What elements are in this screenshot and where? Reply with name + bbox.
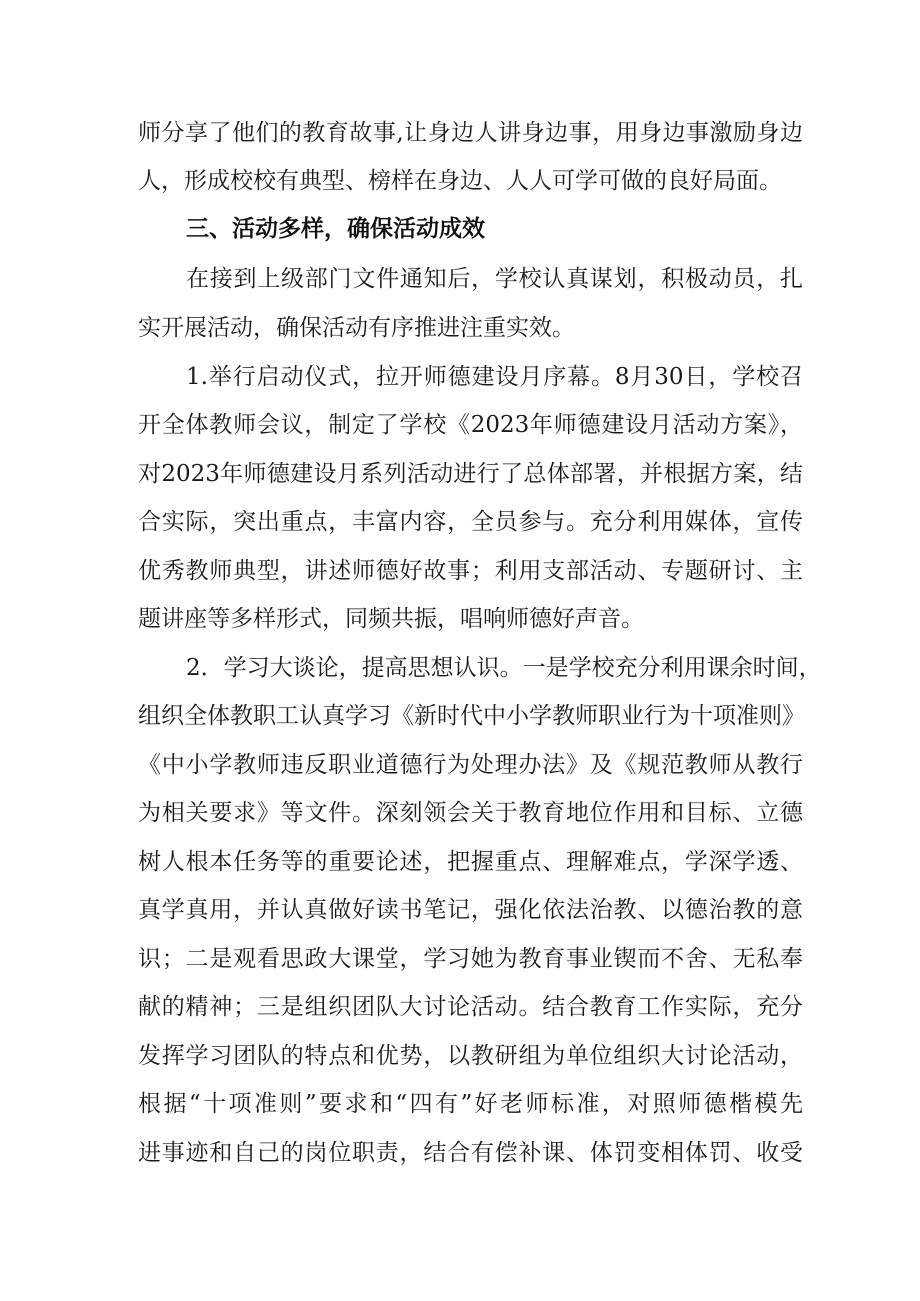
paragraph-4-line-10: 根据“十项准则”要求和“四有”好老师标准，对照师德楷模先 [138,1091,803,1117]
section-heading: 三、活动多样，确保活动成效 [186,216,485,242]
paragraph-3-line-1: 1.举行启动仪式，拉开师德建设月序幕。8月30日，学校召 [186,364,803,390]
paragraph-4-line-2: 组织全体教职工认真学习《新时代中小学教师职业行为十项准则》 [138,703,805,729]
paragraph-4-line-1: 2．学习大谈论，提高思想认识。一是学校充分利用课余时间， [186,655,822,681]
paragraph-4-line-4: 为相关要求》等文件。深刻领会关于教育地位作用和目标、立德 [138,800,803,826]
paragraph-4-line-3: 《中小学教师违反职业道德行为处理办法》及《规范教师从教行 [138,752,803,778]
paragraph-1-line-1: 师分享了他们的教育故事,让身边人讲身边事，用身边事激励身边 [138,120,803,146]
paragraph-4-line-5: 树人根本任务等的重要论述，把握重点、理解难点，学深学透、 [138,849,803,875]
paragraph-4-line-9: 发挥学习团队的特点和优势，以教研组为单位组织大讨论活动， [138,1043,803,1069]
paragraph-4-line-6: 真学真用，并认真做好读书笔记，强化依法治教、以德治教的意 [138,897,803,923]
paragraph-4-line-8: 献的精神；三是组织团队大讨论活动。结合教育工作实际，充分 [138,994,803,1020]
paragraph-3-line-4: 合实际，突出重点，丰富内容，全员参与。充分利用媒体，宣传 [138,509,803,535]
paragraph-3-line-5: 优秀教师典型，讲述师德好故事；利用支部活动、专题研讨、主 [138,558,803,584]
paragraph-3-line-6: 题讲座等多样形式，同频共振，唱响师德好声音。 [138,606,644,632]
paragraph-2-line-2: 实开展活动，确保活动有序推进注重实效。 [138,315,575,341]
paragraph-3-line-2: 开全体教师会议，制定了学校《2023年师德建设月活动方案》， [138,412,803,438]
paragraph-1-line-2: 人，形成校校有典型、榜样在身边、人人可学可做的良好局面。 [138,168,782,194]
paragraph-2-line-1: 在接到上级部门文件通知后，学校认真谋划，积极动员，扎 [186,266,803,292]
paragraph-4-line-11: 进事迹和自己的岗位职责，结合有偿补课、体罚变相体罚、收受 [138,1140,803,1166]
paragraph-3-line-3: 对2023年师德建设月系列活动进行了总体部署，并根据方案，结 [138,461,803,487]
paragraph-4-line-7: 识；二是观看思政大课堂，学习她为教育事业锲而不舍、无私奉 [138,946,803,972]
